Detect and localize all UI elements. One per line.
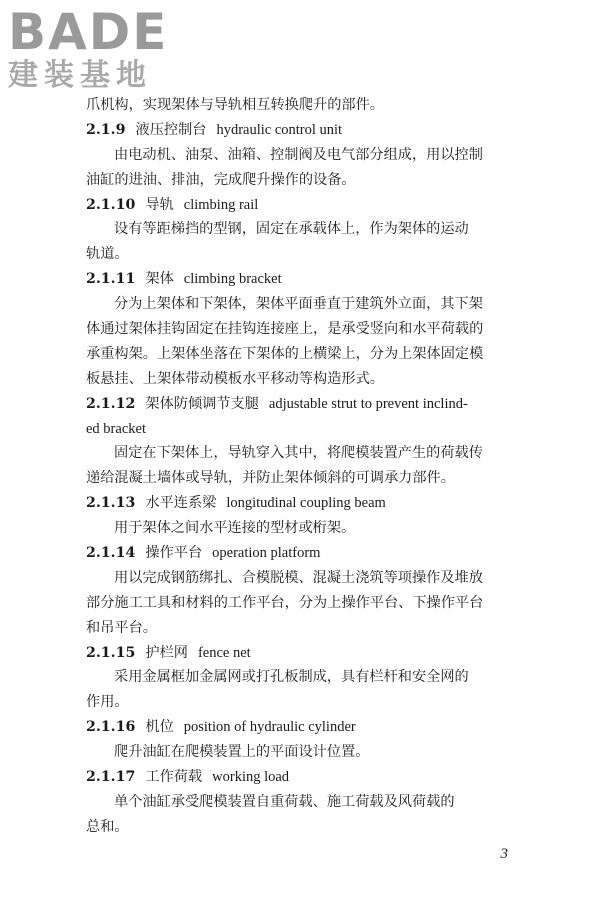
paragraph-line: 用于架体之间水平连接的型材或桁架。 <box>114 520 356 537</box>
paragraph-line: 递给混凝土墙体或导轨，并防止架体倾斜的可调承力部件。 <box>86 470 455 487</box>
paragraph-line: 由电动机、油泵、油箱、控制阀及电气部分组成，用以控制 <box>114 146 483 163</box>
term-chinese: 水平连系梁 <box>145 495 217 512</box>
paragraph-line: 用以完成钢筋绑扎、合模脱模、混凝土浇筑等项操作及堆放 <box>114 569 483 586</box>
paragraph-line: 爬升油缸在爬模装置上的平面设计位置。 <box>114 744 370 761</box>
term-number: 2.1.11 <box>86 271 136 288</box>
term-chinese: 导轨 <box>145 196 174 213</box>
term-heading <box>86 765 526 790</box>
term-english: position of hydraulic cylinder <box>183 719 356 736</box>
term-heading <box>86 541 526 566</box>
paragraph-line: 板悬挂、上架体带动模板水平移动等构造形式。 <box>86 370 384 387</box>
term-english: operation platform <box>212 545 321 562</box>
term-chinese: 操作平台 <box>145 545 203 562</box>
paragraph-line: 作用。 <box>86 694 129 711</box>
term-heading <box>86 118 526 143</box>
term-english: working load <box>212 769 290 786</box>
term-english: adjustable strut to prevent inclind- <box>268 395 468 412</box>
term-chinese: 机位 <box>145 719 174 736</box>
term-chinese: 工作荷载 <box>145 769 203 786</box>
page-number: 3 <box>500 846 508 862</box>
term-chinese: 架体防倾调节支腿 <box>145 395 259 412</box>
term-english: fence net <box>197 644 251 661</box>
logo-subtitle: 建装基地 <box>8 58 152 93</box>
paragraph-line: 固定在下架体上，导轨穿入其中，将爬模装置产生的荷载传 <box>114 445 483 462</box>
term-english: climbing rail <box>183 196 259 213</box>
paragraph-line: 分为上架体和下架体，架体平面垂直于建筑外立面，其下架 <box>114 296 483 313</box>
term-number: 2.1.15 <box>86 644 136 661</box>
paragraph-line: 总和。 <box>86 818 129 835</box>
paragraph-line: 设有等距梯挡的型钢，固定在承载体上，作为架体的运动 <box>114 221 469 238</box>
paragraph-line: 轨道。 <box>86 246 129 263</box>
paragraph-line: 体通过架体挂钩固定在挂钩连接座上，是承受竖向和水平荷载的 <box>86 321 484 338</box>
term-heading <box>86 641 526 666</box>
term-number: 2.1.12 <box>86 395 136 412</box>
paragraph-line: ed bracket <box>86 420 146 437</box>
term-heading <box>86 715 526 740</box>
paragraph-line: 爪机构，实现架体与导轨相互转换爬升的部件。 <box>86 97 384 113</box>
term-number: 2.1.13 <box>86 495 136 512</box>
paragraph-line: 单个油缸承受爬模装置自重荷载、施工荷载及风荷载的 <box>114 793 455 810</box>
term-chinese: 架体 <box>145 271 174 288</box>
term-heading <box>86 193 526 218</box>
paragraph-line: 油缸的进油、排油，完成爬升操作的设备。 <box>86 171 356 188</box>
term-heading <box>86 267 526 292</box>
term-chinese: 护栏网 <box>145 644 188 661</box>
paragraph-line: 部分施工工具和材料的工作平台，分为上操作平台、下操作平台 <box>86 594 484 611</box>
term-number: 2.1.9 <box>86 121 126 138</box>
term-number: 2.1.14 <box>86 545 136 562</box>
document-body <box>86 93 526 840</box>
paragraph-line: 承重构架。上架体坐落在下架体的上横梁上，分为上架体固定模 <box>86 345 484 362</box>
term-heading <box>86 392 526 417</box>
bade-logo <box>8 3 178 96</box>
term-heading <box>86 491 526 516</box>
term-number: 2.1.10 <box>86 196 136 213</box>
paragraph-line: 和吊平台。 <box>86 619 157 636</box>
term-number: 2.1.17 <box>86 769 136 786</box>
paragraph-line: 采用金属框加金属网或打孔板制成，具有栏杆和安全网的 <box>114 669 469 686</box>
term-english: hydraulic control unit <box>216 121 343 138</box>
term-english: longitudinal coupling beam <box>226 495 386 512</box>
term-number: 2.1.16 <box>86 719 136 736</box>
term-english: climbing bracket <box>183 271 282 288</box>
term-chinese: 液压控制台 <box>135 121 207 138</box>
logo-wordmark: BADE <box>8 3 169 61</box>
